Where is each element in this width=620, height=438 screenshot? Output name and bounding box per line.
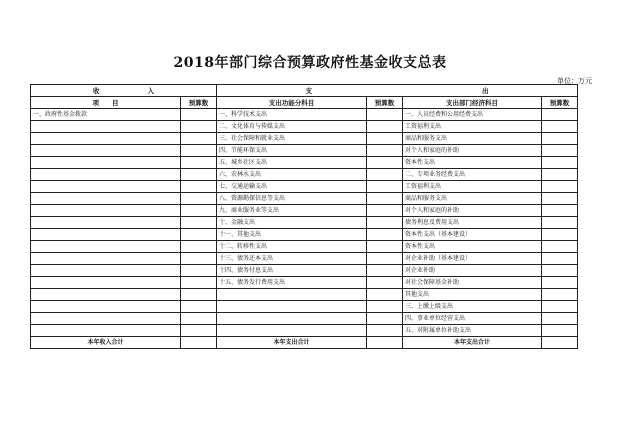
econ-item-cell: 四、事业单位经营支出	[403, 313, 542, 325]
econ-total-value	[542, 337, 578, 349]
func-item-cell: 一、科学技术支出	[217, 109, 367, 121]
func-budget-cell	[367, 133, 403, 145]
func-budget-cell	[367, 121, 403, 133]
func-budget-cell	[367, 205, 403, 217]
col-budget1-header: 预算数	[181, 97, 217, 109]
econ-budget-cell	[542, 265, 578, 277]
totals-row	[31, 337, 578, 349]
table-row	[31, 109, 578, 121]
func-item-cell: 九、商业服务业等支出	[217, 205, 367, 217]
table-row	[31, 217, 578, 229]
income-item-cell	[31, 277, 181, 289]
income-item-cell	[31, 193, 181, 205]
unit-label: 单位：万元	[557, 77, 592, 85]
econ-item-cell: 五、对附属单位补助支出	[403, 325, 542, 337]
func-budget-cell	[367, 229, 403, 241]
func-item-cell	[217, 313, 367, 325]
econ-item-cell: 对企业补助	[403, 265, 542, 277]
econ-item-cell: 资本性支出	[403, 241, 542, 253]
table-row	[31, 157, 578, 169]
income-budget-cell	[181, 265, 217, 277]
func-item-cell: 十五、债务发行费用支出	[217, 277, 367, 289]
income-budget-cell	[181, 145, 217, 157]
econ-item-cell: 对社会保障基金补助	[403, 277, 542, 289]
table-row	[31, 205, 578, 217]
header-row-1	[31, 85, 578, 97]
func-budget-cell	[367, 313, 403, 325]
func-budget-cell	[367, 217, 403, 229]
econ-budget-cell	[542, 229, 578, 241]
col-func-header: 支出功能分科目	[217, 97, 367, 109]
econ-item-cell: 其他支出	[403, 289, 542, 301]
income-budget-cell	[181, 121, 217, 133]
income-item-cell	[31, 241, 181, 253]
econ-budget-cell	[542, 301, 578, 313]
budget-table	[30, 84, 578, 349]
income-item-cell	[31, 121, 181, 133]
econ-item-cell: 三、上缴上级支出	[403, 301, 542, 313]
func-total-label: 本年支出合计	[217, 337, 367, 349]
table-row	[31, 169, 578, 181]
income-item-cell	[31, 205, 181, 217]
econ-item-cell: 一、人员经费和公用经费支出	[403, 109, 542, 121]
econ-item-cell: 商品和服务支出	[403, 193, 542, 205]
func-budget-cell	[367, 289, 403, 301]
table-row	[31, 301, 578, 313]
func-item-cell: 十三、债务还本支出	[217, 253, 367, 265]
income-budget-cell	[181, 217, 217, 229]
table-row	[31, 265, 578, 277]
table-row	[31, 253, 578, 265]
econ-budget-cell	[542, 253, 578, 265]
page-title: 2018年部门综合预算政府性基金收支总表	[173, 55, 447, 71]
income-budget-cell	[181, 109, 217, 121]
econ-item-cell: 对企业补助（基本建设）	[403, 253, 542, 265]
income-item-cell	[31, 217, 181, 229]
income-budget-cell	[181, 229, 217, 241]
func-item-cell: 四、节能环保支出	[217, 145, 367, 157]
func-budget-cell	[367, 169, 403, 181]
econ-budget-cell	[542, 133, 578, 145]
income-item-cell	[31, 265, 181, 277]
econ-budget-cell	[542, 205, 578, 217]
col-econ-header: 支出部门经济科目	[403, 97, 542, 109]
income-item-cell	[31, 133, 181, 145]
func-budget-cell	[367, 325, 403, 337]
income-budget-cell	[181, 205, 217, 217]
table-row	[31, 133, 578, 145]
econ-total-label: 本年支出合计	[403, 337, 542, 349]
income-item-cell	[31, 169, 181, 181]
func-item-cell: 五、城乡社区支出	[217, 157, 367, 169]
table-row	[31, 325, 578, 337]
income-item-cell	[31, 325, 181, 337]
func-budget-cell	[367, 157, 403, 169]
econ-budget-cell	[542, 109, 578, 121]
table-row	[31, 145, 578, 157]
func-item-cell: 三、社会保障和就业支出	[217, 133, 367, 145]
econ-item-cell: 二、专项业务经费支出	[403, 169, 542, 181]
income-budget-cell	[181, 241, 217, 253]
income-item-cell: 一、政府性基金拨款	[31, 109, 181, 121]
func-item-cell: 十一、其他支出	[217, 229, 367, 241]
func-budget-cell	[367, 145, 403, 157]
econ-budget-cell	[542, 181, 578, 193]
table-row	[31, 313, 578, 325]
income-budget-cell	[181, 253, 217, 265]
income-item-cell	[31, 229, 181, 241]
income-budget-cell	[181, 181, 217, 193]
func-item-cell	[217, 289, 367, 301]
income-budget-cell	[181, 313, 217, 325]
expense-header: 支 出	[217, 85, 578, 97]
income-total-value	[181, 337, 217, 349]
func-item-cell: 十四、债务付息支出	[217, 265, 367, 277]
func-item-cell: 七、交通运输支出	[217, 181, 367, 193]
income-budget-cell	[181, 301, 217, 313]
table-row	[31, 241, 578, 253]
income-item-cell	[31, 181, 181, 193]
income-item-cell	[31, 301, 181, 313]
econ-budget-cell	[542, 241, 578, 253]
income-budget-cell	[181, 133, 217, 145]
table-row	[31, 181, 578, 193]
econ-item-cell: 债务利息及费用支出	[403, 217, 542, 229]
econ-budget-cell	[542, 313, 578, 325]
func-item-cell: 十二、转移性支出	[217, 241, 367, 253]
income-item-cell	[31, 253, 181, 265]
income-budget-cell	[181, 169, 217, 181]
func-budget-cell	[367, 265, 403, 277]
func-item-cell: 六、农林水支出	[217, 169, 367, 181]
func-budget-cell	[367, 241, 403, 253]
econ-item-cell: 工资福利支出	[403, 121, 542, 133]
econ-budget-cell	[542, 217, 578, 229]
econ-budget-cell	[542, 277, 578, 289]
func-budget-cell	[367, 109, 403, 121]
func-budget-cell	[367, 253, 403, 265]
econ-budget-cell	[542, 193, 578, 205]
income-total-label: 本年收入合计	[31, 337, 181, 349]
income-budget-cell	[181, 325, 217, 337]
func-budget-cell	[367, 301, 403, 313]
table-row	[31, 229, 578, 241]
col-budget2-header: 预算数	[367, 97, 403, 109]
econ-budget-cell	[542, 157, 578, 169]
func-budget-cell	[367, 193, 403, 205]
table-row	[31, 289, 578, 301]
econ-item-cell: 资本性支出（基本建设）	[403, 229, 542, 241]
col-item-header: 项 目	[31, 97, 181, 109]
func-budget-cell	[367, 277, 403, 289]
table-row	[31, 277, 578, 289]
func-item-cell	[217, 325, 367, 337]
econ-item-cell: 资本性支出	[403, 157, 542, 169]
func-total-value	[367, 337, 403, 349]
table-row	[31, 121, 578, 133]
func-item-cell: 八、资源勘探信息等支出	[217, 193, 367, 205]
income-header: 收 入	[31, 85, 217, 97]
income-item-cell	[31, 145, 181, 157]
econ-budget-cell	[542, 289, 578, 301]
income-budget-cell	[181, 157, 217, 169]
func-item-cell: 十、金融支出	[217, 217, 367, 229]
econ-budget-cell	[542, 325, 578, 337]
income-item-cell	[31, 289, 181, 301]
econ-budget-cell	[542, 121, 578, 133]
econ-item-cell: 对个人和家庭的补助	[403, 205, 542, 217]
income-budget-cell	[181, 277, 217, 289]
header-row-2	[31, 97, 578, 109]
income-budget-cell	[181, 193, 217, 205]
table-row	[31, 193, 578, 205]
income-budget-cell	[181, 289, 217, 301]
func-item-cell: 二、文化体育与传媒支出	[217, 121, 367, 133]
income-item-cell	[31, 157, 181, 169]
econ-budget-cell	[542, 169, 578, 181]
func-budget-cell	[367, 181, 403, 193]
econ-item-cell: 商品和服务支出	[403, 133, 542, 145]
econ-item-cell: 对个人和家庭的补助	[403, 145, 542, 157]
income-item-cell	[31, 313, 181, 325]
econ-budget-cell	[542, 145, 578, 157]
econ-item-cell: 工资福利支出	[403, 181, 542, 193]
func-item-cell	[217, 301, 367, 313]
col-budget3-header: 预算数	[542, 97, 578, 109]
